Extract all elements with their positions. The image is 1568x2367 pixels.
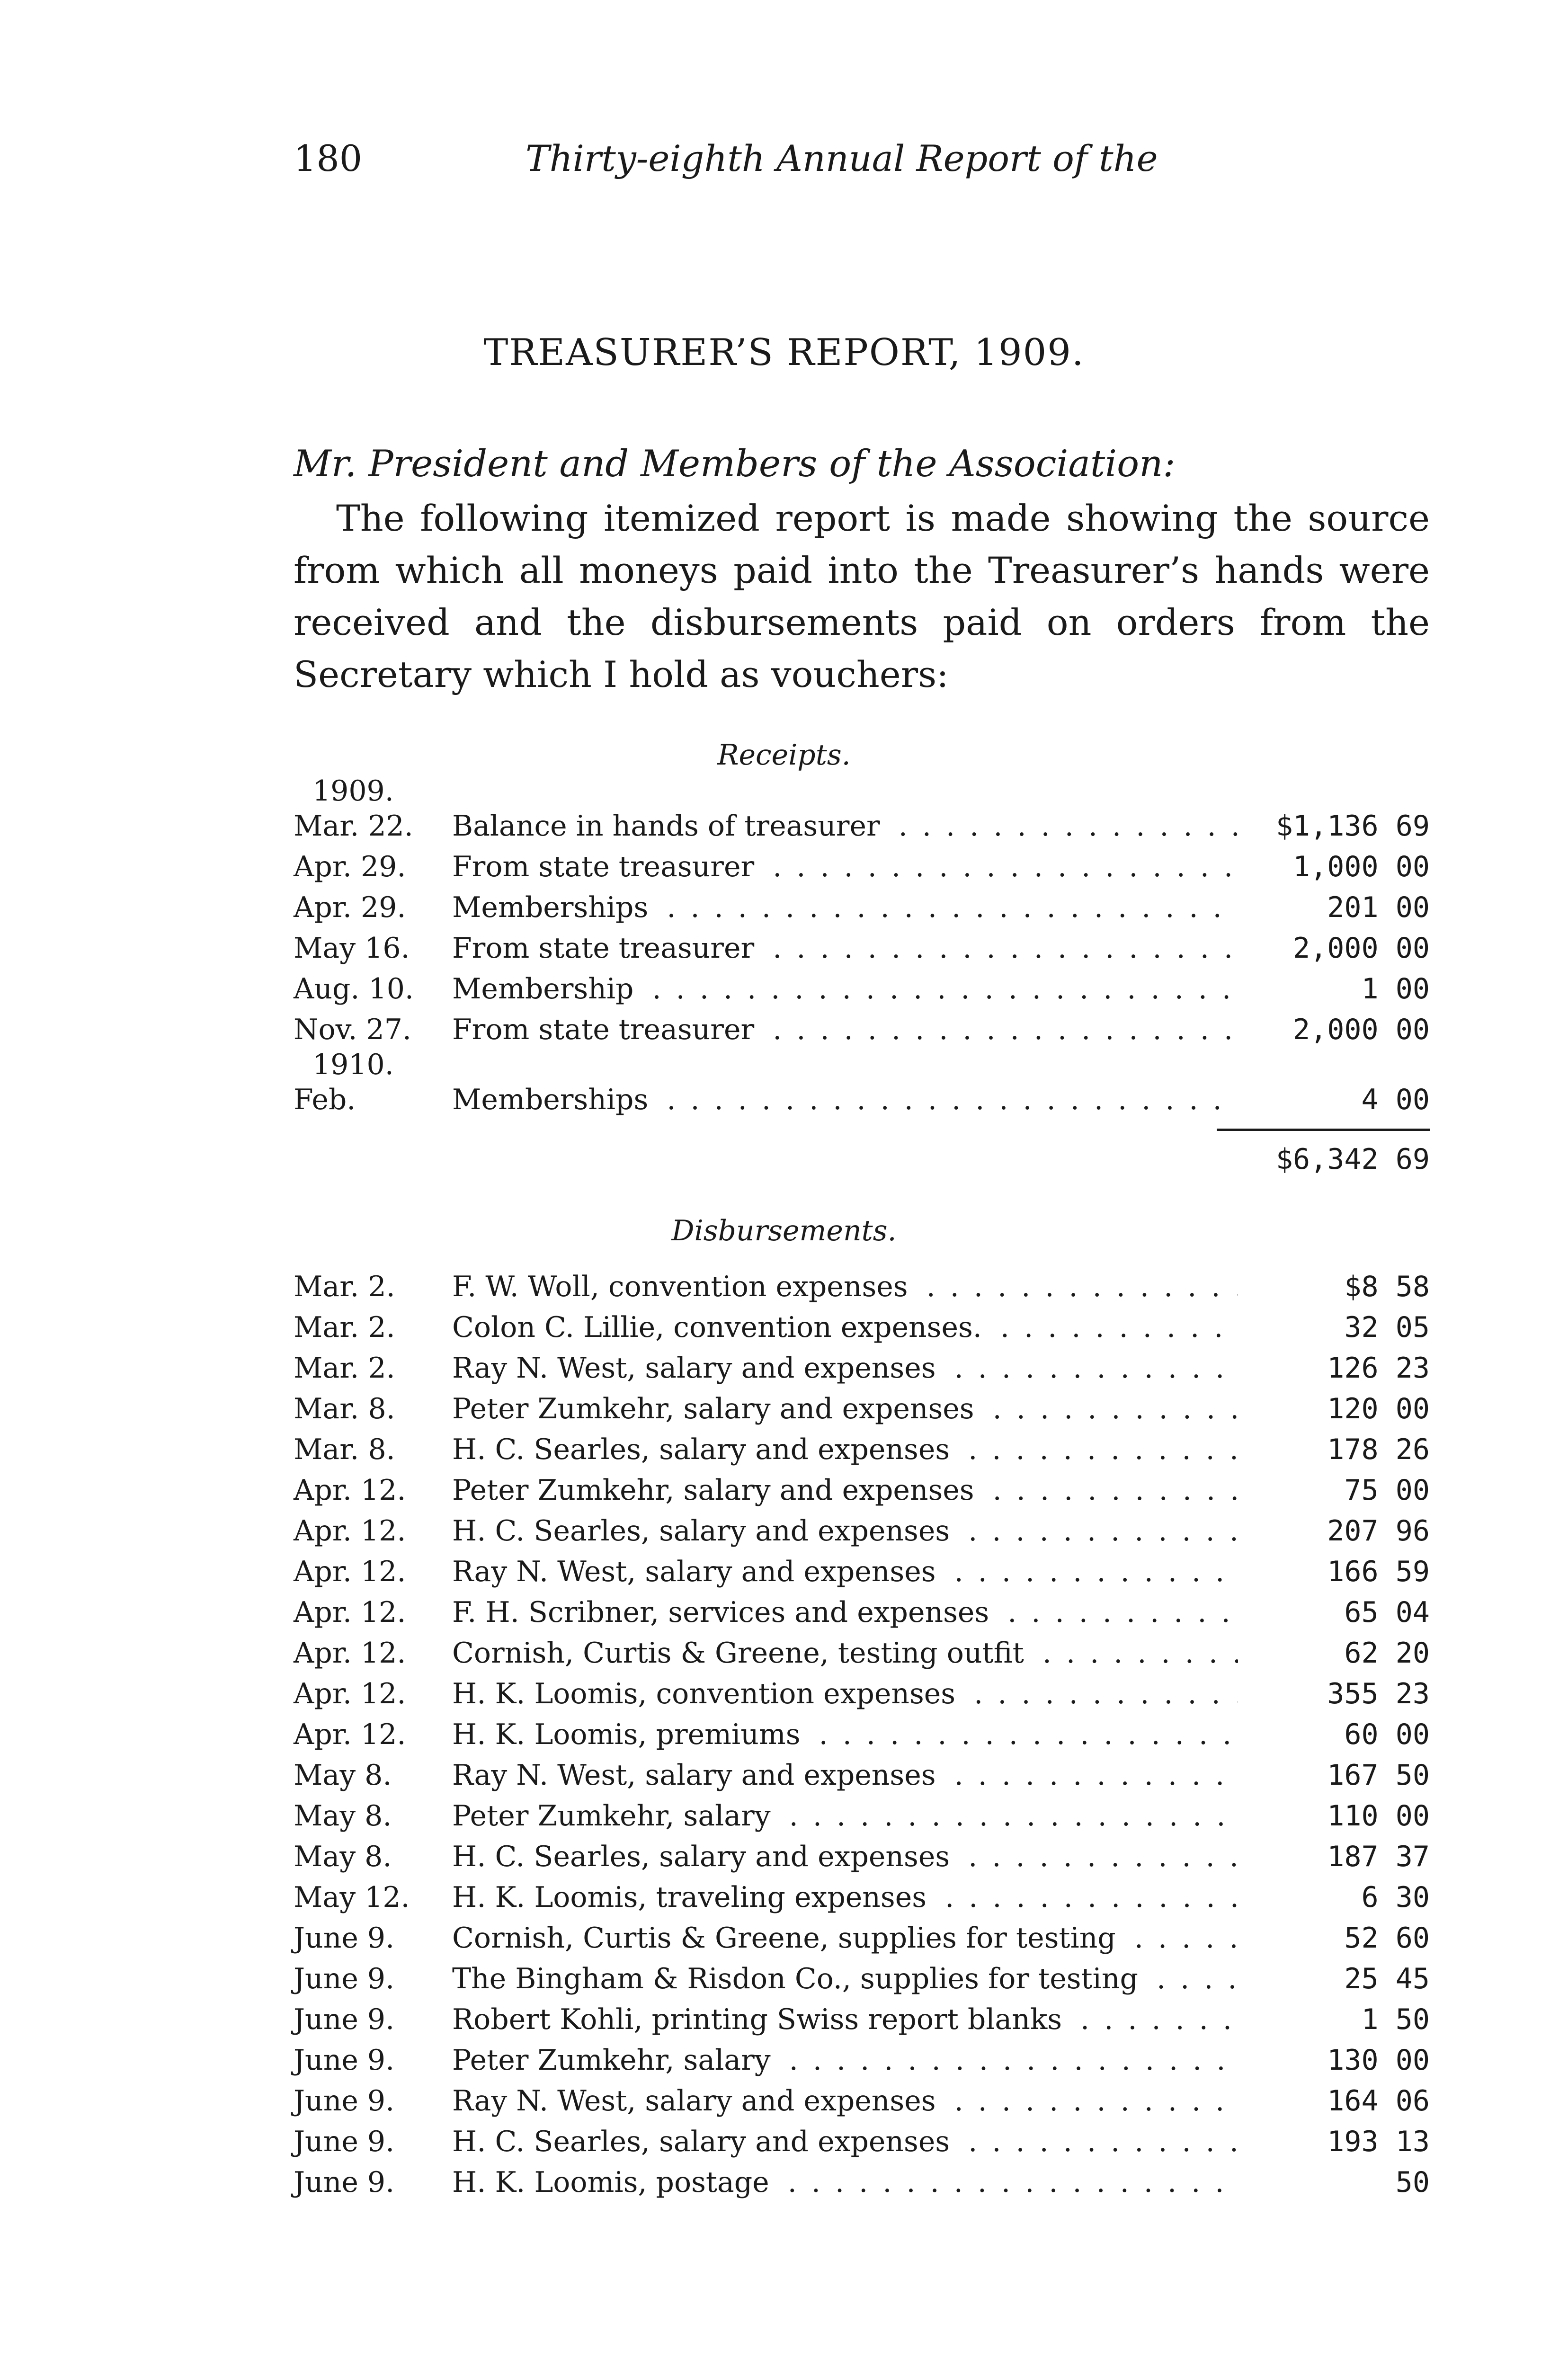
entry-date: Mar. 2. [294, 1352, 395, 1385]
entry-date: May 16. [294, 932, 410, 965]
ledger-row [294, 1551, 1430, 1592]
entry-description: H. C. Searles, salary and expenses [452, 2125, 956, 2158]
entry-description: Membership [452, 972, 640, 1006]
entry-amount: 62 20 [1344, 1637, 1430, 1670]
entry-description: H. K. Loomis, traveling expenses [452, 1881, 933, 1914]
ledger-row [294, 1592, 1430, 1633]
running-head: Thirty-eighth Annual Report of the [526, 137, 1158, 179]
entry-description: Peter Zumkehr, salary [452, 1799, 777, 1833]
ledger-row [294, 1918, 1430, 1958]
entry-description: H. C. Searles, salary and expenses [452, 1840, 956, 1873]
ledger-row [294, 1079, 1430, 1120]
ledger-row [294, 1755, 1430, 1796]
entry-date: June 9. [294, 2044, 395, 2077]
entry-amount: 126 23 [1327, 1352, 1430, 1385]
receipts-rows [294, 806, 1430, 1050]
ledger-row [294, 2162, 1430, 2203]
entry-description: Ray N. West, salary and expenses [452, 2084, 943, 2118]
entry-amount: 1,000 00 [1293, 850, 1430, 883]
entry-date: Mar. 2. [294, 1270, 395, 1303]
entry-description: H. K. Loomis, convention expenses [452, 1677, 962, 1710]
ledger-row [294, 1266, 1430, 1307]
entry-description: The Bingham & Risdon Co., supplies for testing [452, 1962, 1145, 1995]
entry-date: May 8. [294, 1840, 392, 1873]
salutation: Mr. President and Members of the Association: [294, 443, 1176, 485]
entry-description: Peter Zumkehr, salary [452, 2044, 777, 2077]
page-header [0, 137, 1568, 194]
entry-amount: 201 00 [1327, 891, 1430, 924]
entry-amount: 32 05 [1344, 1311, 1430, 1344]
entry-amount: 193 13 [1327, 2125, 1430, 2158]
entry-amount: 130 00 [1327, 2044, 1430, 2077]
entry-date: May 12. [294, 1881, 410, 1914]
entry-amount: 25 45 [1344, 1962, 1430, 1995]
entry-amount: 50 [1395, 2166, 1430, 2199]
entry-date: Apr. 12. [294, 1677, 406, 1710]
entry-description: Peter Zumkehr, salary and expenses [452, 1474, 981, 1507]
ledger-row [294, 1633, 1430, 1673]
year-label: 1909. [312, 774, 394, 808]
page-number: 180 [294, 137, 363, 179]
entry-amount: 355 23 [1327, 1677, 1430, 1710]
entry-amount: 178 26 [1327, 1433, 1430, 1466]
year-label: 1910. [312, 1048, 394, 1081]
ledger-row [294, 1999, 1430, 2040]
entry-description: H. C. Searles, salary and expenses [452, 1433, 956, 1466]
entry-date: Apr. 12. [294, 1637, 406, 1670]
intro-paragraph: The following itemized report is made showing the source from which all moneys paid into the Treasurer’s hands were received and the disbursements paid on orders from the Secretary which I hold as vouchers: [294, 497, 1430, 695]
ledger-row [294, 887, 1430, 928]
entry-amount: 1 50 [1361, 2003, 1430, 2036]
entry-amount: 110 00 [1327, 1799, 1430, 1833]
entry-date: Apr. 12. [294, 1555, 406, 1588]
year-row [294, 1050, 1430, 1079]
entry-amount: 4 00 [1361, 1083, 1430, 1116]
entry-description: Cornish, Curtis & Greene, testing outfit [452, 1637, 1031, 1670]
ledger-row [294, 2040, 1430, 2081]
ledger-row [294, 928, 1430, 969]
entry-description: From state treasurer [452, 850, 761, 883]
entry-date: June 9. [294, 1922, 395, 1955]
ledger-row [294, 1009, 1430, 1050]
entry-description: Colon C. Lillie, convention expenses. [452, 1311, 989, 1344]
entry-amount: 52 60 [1344, 1922, 1430, 1955]
entry-amount: 166 59 [1327, 1555, 1430, 1588]
ledger-row [294, 1470, 1430, 1511]
ledger-row [294, 1348, 1430, 1388]
entry-amount: 2,000 00 [1293, 932, 1430, 965]
ledger-row [294, 1958, 1430, 1999]
total-rule [294, 1120, 1430, 1139]
entry-date: June 9. [294, 1962, 395, 1995]
entry-amount: 65 04 [1344, 1596, 1430, 1629]
entry-description: H. K. Loomis, premiums [452, 1718, 807, 1751]
entry-description: Ray N. West, salary and expenses [452, 1555, 943, 1588]
entry-description: H. C. Searles, salary and expenses [452, 1514, 956, 1548]
entry-amount: 120 00 [1327, 1392, 1430, 1425]
receipts-total: $6,342 69 [1275, 1143, 1430, 1176]
entry-date: May 8. [294, 1799, 392, 1833]
entry-date: Apr. 12. [294, 1514, 406, 1548]
ledger-row [294, 969, 1430, 1009]
entry-date: Mar. 2. [294, 1311, 395, 1344]
entry-amount: 2,000 00 [1293, 1013, 1430, 1046]
entry-date: Nov. 27. [294, 1013, 411, 1046]
receipts-heading: Receipts. [717, 739, 851, 772]
entry-date: Apr. 29. [294, 850, 406, 883]
entry-amount: 6 30 [1361, 1881, 1430, 1914]
receipts-ledger [294, 776, 1430, 1180]
ledger-row [294, 1511, 1430, 1551]
entry-description: Cornish, Curtis & Greene, supplies for testing [452, 1922, 1123, 1955]
entry-description: Balance in hands of treasurer [452, 810, 887, 843]
ledger-row [294, 1796, 1430, 1836]
disbursements-ledger [294, 1266, 1430, 2203]
entry-date: Mar. 8. [294, 1433, 395, 1466]
entry-date: June 9. [294, 2084, 395, 2118]
entry-amount: 1 00 [1361, 972, 1430, 1006]
entry-date: Mar. 8. [294, 1392, 395, 1425]
entry-amount: $1,136 69 [1275, 810, 1430, 843]
ledger-row [294, 1429, 1430, 1470]
entry-date: Apr. 12. [294, 1718, 406, 1751]
ledger-row [294, 1388, 1430, 1429]
entry-description: Ray N. West, salary and expenses [452, 1352, 943, 1385]
ledger-row [294, 1307, 1430, 1348]
disbursement-rows [294, 1266, 1430, 2203]
entry-amount: 207 96 [1327, 1514, 1430, 1548]
ledger-row [294, 1714, 1430, 1755]
entry-description: Memberships [452, 1083, 655, 1116]
entry-description: F. W. Woll, convention expenses [452, 1270, 915, 1303]
ledger-row [294, 2121, 1430, 2162]
entry-description: F. H. Scribner, services and expenses [452, 1596, 996, 1629]
entry-description: From state treasurer [452, 932, 761, 965]
entry-amount: $8 58 [1344, 1270, 1430, 1303]
entry-amount: 164 06 [1327, 2084, 1430, 2118]
entry-date: Aug. 10. [294, 972, 414, 1006]
entry-date: Apr. 12. [294, 1596, 406, 1629]
report-title: TREASURER’S REPORT, 1909. [483, 331, 1085, 374]
ledger-row [294, 1836, 1430, 1877]
entry-date: Feb. [294, 1083, 356, 1116]
entry-date: Apr. 29. [294, 891, 406, 924]
entry-date: June 9. [294, 2003, 395, 2036]
entry-amount: 75 00 [1344, 1474, 1430, 1507]
year-row [294, 776, 1430, 806]
ledger-row [294, 1877, 1430, 1918]
entry-description: From state treasurer [452, 1013, 761, 1046]
receipts-total-row [294, 1139, 1430, 1180]
ledger-row [294, 1673, 1430, 1714]
entry-description: Ray N. West, salary and expenses [452, 1759, 943, 1792]
entry-date: Mar. 22. [294, 810, 413, 843]
entry-description: H. K. Loomis, postage [452, 2166, 776, 2199]
ledger-row [294, 2081, 1430, 2121]
entry-date: Apr. 12. [294, 1474, 406, 1507]
entry-amount: 187 37 [1327, 1840, 1430, 1873]
entry-description: Robert Kohli, printing Swiss report blanks [452, 2003, 1069, 2036]
entry-amount: 167 50 [1327, 1759, 1430, 1792]
entry-date: May 8. [294, 1759, 392, 1792]
entry-description: Memberships [452, 891, 655, 924]
ledger-row [294, 806, 1430, 846]
entry-date: June 9. [294, 2166, 395, 2199]
entry-amount: 60 00 [1344, 1718, 1430, 1751]
ledger-row [294, 846, 1430, 887]
disbursements-heading: Disbursements. [671, 1214, 897, 1247]
entry-description: Peter Zumkehr, salary and expenses [452, 1392, 981, 1425]
entry-date: June 9. [294, 2125, 395, 2158]
